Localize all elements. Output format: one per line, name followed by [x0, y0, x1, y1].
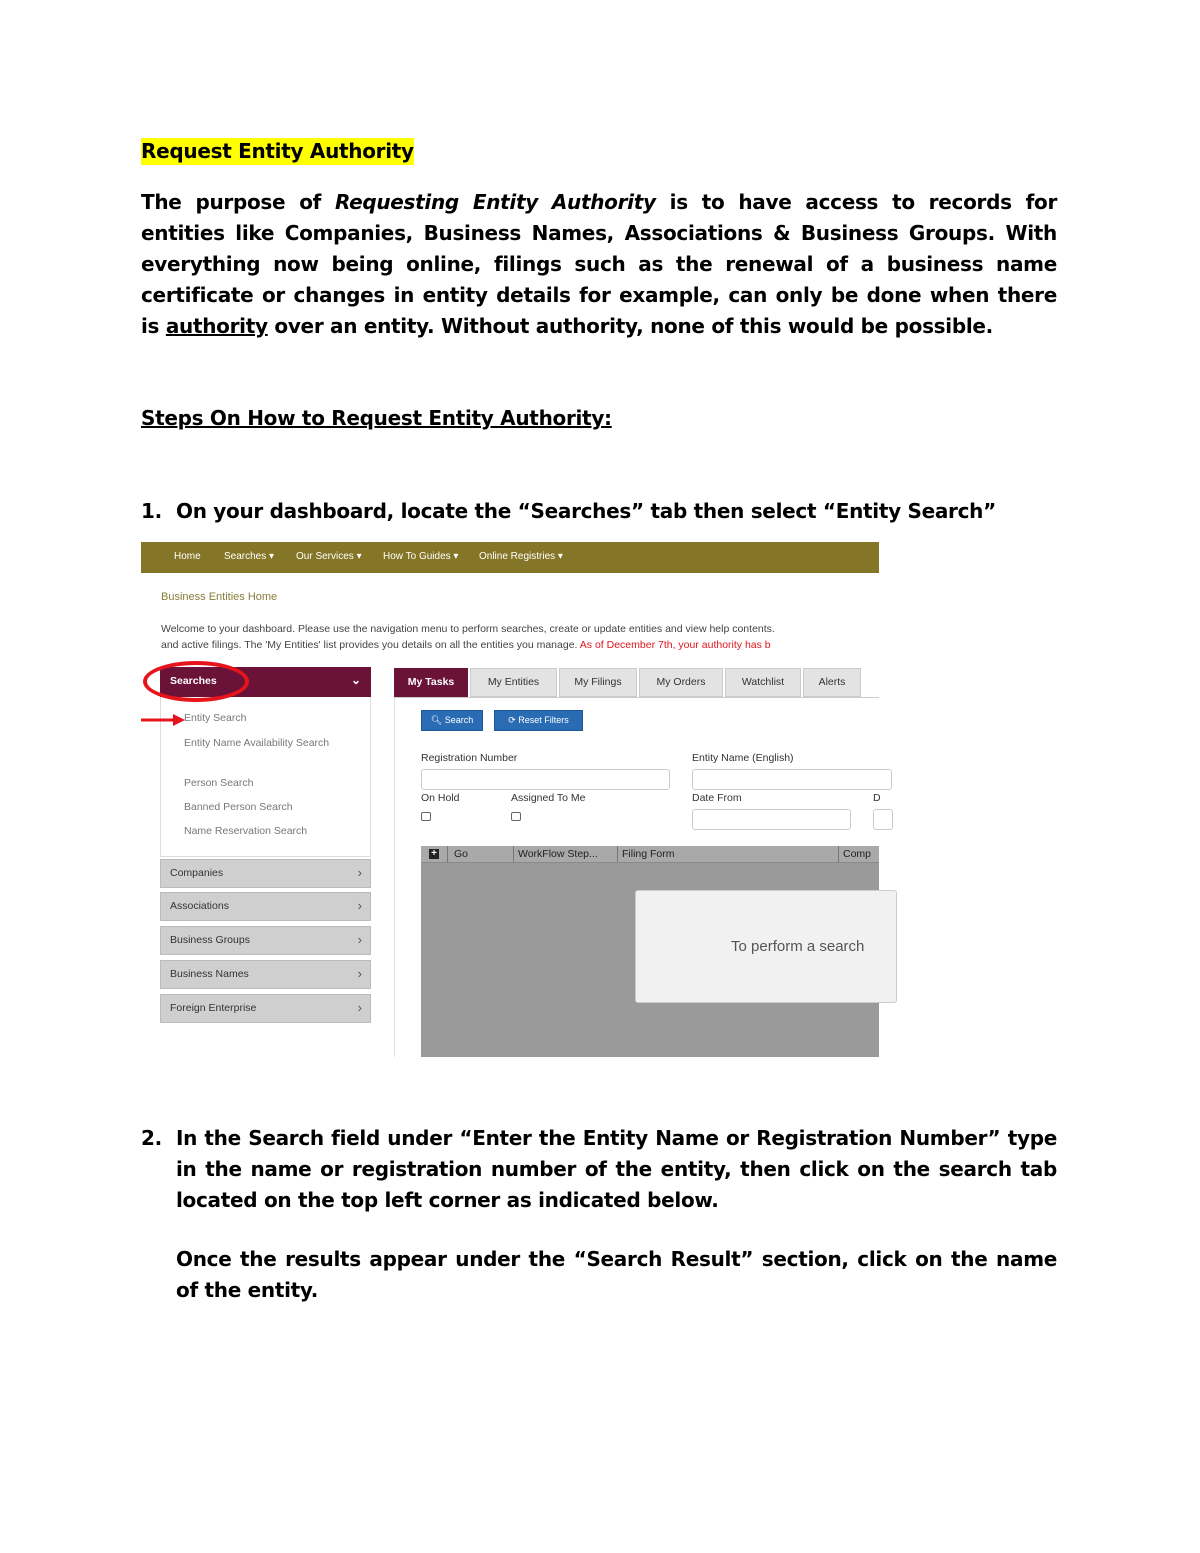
tab-my-filings[interactable]: My Filings — [559, 668, 637, 697]
registration-number-label: Registration Number — [421, 752, 518, 764]
menu-entity-name-availability[interactable]: Entity Name Availability Search — [184, 737, 330, 749]
step-2 — [141, 1123, 1057, 1216]
intro-text-1: The purpose of — [141, 190, 335, 214]
empty-state-panel — [635, 890, 897, 1003]
chevron-right-icon: › — [357, 898, 362, 913]
empty-state-message: To perform a search — [731, 938, 865, 955]
date-to-label: D — [873, 792, 881, 804]
step-number: 1. — [141, 499, 162, 523]
annotation-circle — [143, 661, 249, 702]
date-from-input[interactable] — [692, 809, 851, 830]
annotation-arrow-icon — [141, 714, 185, 726]
nav-searches[interactable]: Searches ▾ — [224, 551, 275, 562]
search-button-label: Search — [444, 715, 474, 725]
sidebar-associations[interactable] — [160, 892, 371, 921]
tab-my-entities[interactable]: My Entities — [470, 668, 557, 697]
menu-entity-search[interactable]: Entity Search — [184, 712, 247, 724]
column-separator — [838, 846, 839, 862]
on-hold-label: On Hold — [421, 792, 460, 804]
intro-italic: Requesting Entity Authority — [334, 190, 656, 214]
nav-how-to-guides[interactable]: How To Guides ▾ — [383, 551, 459, 562]
search-button[interactable] — [421, 710, 483, 731]
column-separator — [513, 846, 514, 862]
intro-text-3: over an entity. Without authority, none of this would be possible. — [267, 314, 993, 338]
nav-home[interactable]: Home — [174, 551, 201, 562]
steps-heading: Steps On How to Request Entity Authority: — [141, 406, 612, 430]
entity-name-input[interactable] — [692, 769, 892, 790]
tasks-grid — [421, 846, 879, 1057]
entity-name-label: Entity Name (English) — [692, 752, 794, 764]
welcome-line-2 — [161, 637, 775, 653]
col-workflow-step[interactable]: WorkFlow Step... — [518, 848, 598, 860]
authority-notice: As of December 7th, your authority has b — [577, 639, 771, 651]
sidebar-business-names-label: Business Names — [170, 968, 249, 980]
menu-banned-person-search[interactable]: Banned Person Search — [184, 801, 293, 813]
nav-our-services[interactable]: Our Services ▾ — [296, 551, 362, 562]
sidebar-searches-label: Searches — [170, 675, 217, 687]
welcome-line-2-text: and active filings. The 'My Entities' list provides you details on all the entities you manage. — [161, 639, 578, 651]
top-navbar — [141, 542, 879, 573]
welcome-text — [161, 621, 775, 653]
menu-person-search[interactable]: Person Search — [184, 777, 254, 789]
sidebar-business-groups[interactable] — [160, 926, 371, 955]
registration-number-input[interactable] — [421, 769, 670, 790]
step-1 — [141, 496, 1057, 527]
sidebar-companies-label: Companies — [170, 867, 224, 879]
welcome-line-1: Welcome to your dashboard. Please use the navigation menu to perform searches, create or update entities and view help contents. — [161, 623, 775, 635]
tab-underline — [394, 697, 879, 698]
col-filing-form[interactable]: Filing Form — [622, 848, 675, 860]
tab-alerts[interactable]: Alerts — [803, 668, 861, 697]
reset-filters-label: Reset Filters — [518, 715, 569, 725]
col-company[interactable]: Comp — [843, 848, 872, 860]
sidebar-associations-label: Associations — [170, 900, 229, 912]
nav-online-registries[interactable]: Online Registries ▾ — [479, 551, 563, 562]
divider — [394, 667, 395, 1057]
chevron-right-icon: › — [357, 1000, 362, 1015]
reset-filters-button[interactable] — [494, 710, 583, 731]
sidebar-foreign-enterprise[interactable] — [160, 994, 371, 1023]
tab-my-tasks[interactable]: My Tasks — [394, 668, 468, 697]
date-to-input[interactable] — [873, 809, 893, 830]
chevron-right-icon: › — [357, 932, 362, 947]
step-text: On your dashboard, locate the “Searches” tab then select “Entity Search” — [176, 499, 996, 523]
step-number: 2. — [141, 1126, 162, 1150]
tab-my-orders[interactable]: My Orders — [639, 668, 723, 697]
col-go[interactable]: Go — [454, 848, 469, 860]
sidebar-companies[interactable] — [160, 859, 371, 888]
intro-underline: authority — [165, 314, 268, 338]
tab-watchlist[interactable]: Watchlist — [725, 668, 801, 697]
grid-header — [421, 846, 879, 863]
menu-name-reservation-search[interactable]: Name Reservation Search — [184, 825, 308, 837]
chevron-right-icon: › — [357, 865, 362, 880]
breadcrumb: Business Entities Home — [161, 591, 278, 603]
refresh-icon: ⟳ — [508, 715, 516, 725]
column-separator — [447, 846, 448, 862]
chevron-down-icon: ⌄ — [350, 673, 361, 687]
assigned-to-me-label: Assigned To Me — [511, 792, 586, 804]
dashboard-screenshot — [141, 542, 879, 1057]
assigned-to-me-checkbox[interactable] — [511, 812, 521, 821]
chevron-right-icon: › — [357, 966, 362, 981]
step-text: In the Search field under “Enter the Entity Name or Registration Number” type in the name or registration number of the entity, then click on the search tab located on the top left corner as indicated below. — [176, 1126, 1057, 1212]
date-from-label: Date From — [692, 792, 742, 804]
intro-paragraph — [141, 187, 1057, 342]
step-2-followup: Once the results appear under the “Search Result” section, click on the name of the entity. — [176, 1247, 1057, 1302]
search-icon: 🔍︎ — [430, 715, 443, 725]
intro-text-2: is to have access to records for entities like Companies, Business Names, Associations & Business Groups. With everything now being online, filings such as the renewal of a business name certificate or changes in entity details for example, can only be done when there is — [141, 190, 1058, 338]
column-separator — [617, 846, 618, 862]
on-hold-checkbox[interactable] — [421, 812, 431, 821]
document-title: Request Entity Authority — [141, 139, 414, 163]
sidebar-foreign-enterprise-label: Foreign Enterprise — [170, 1002, 257, 1014]
expand-plus-icon[interactable]: + — [429, 849, 439, 859]
sidebar-business-groups-label: Business Groups — [170, 934, 250, 946]
sidebar-business-names[interactable] — [160, 960, 371, 989]
